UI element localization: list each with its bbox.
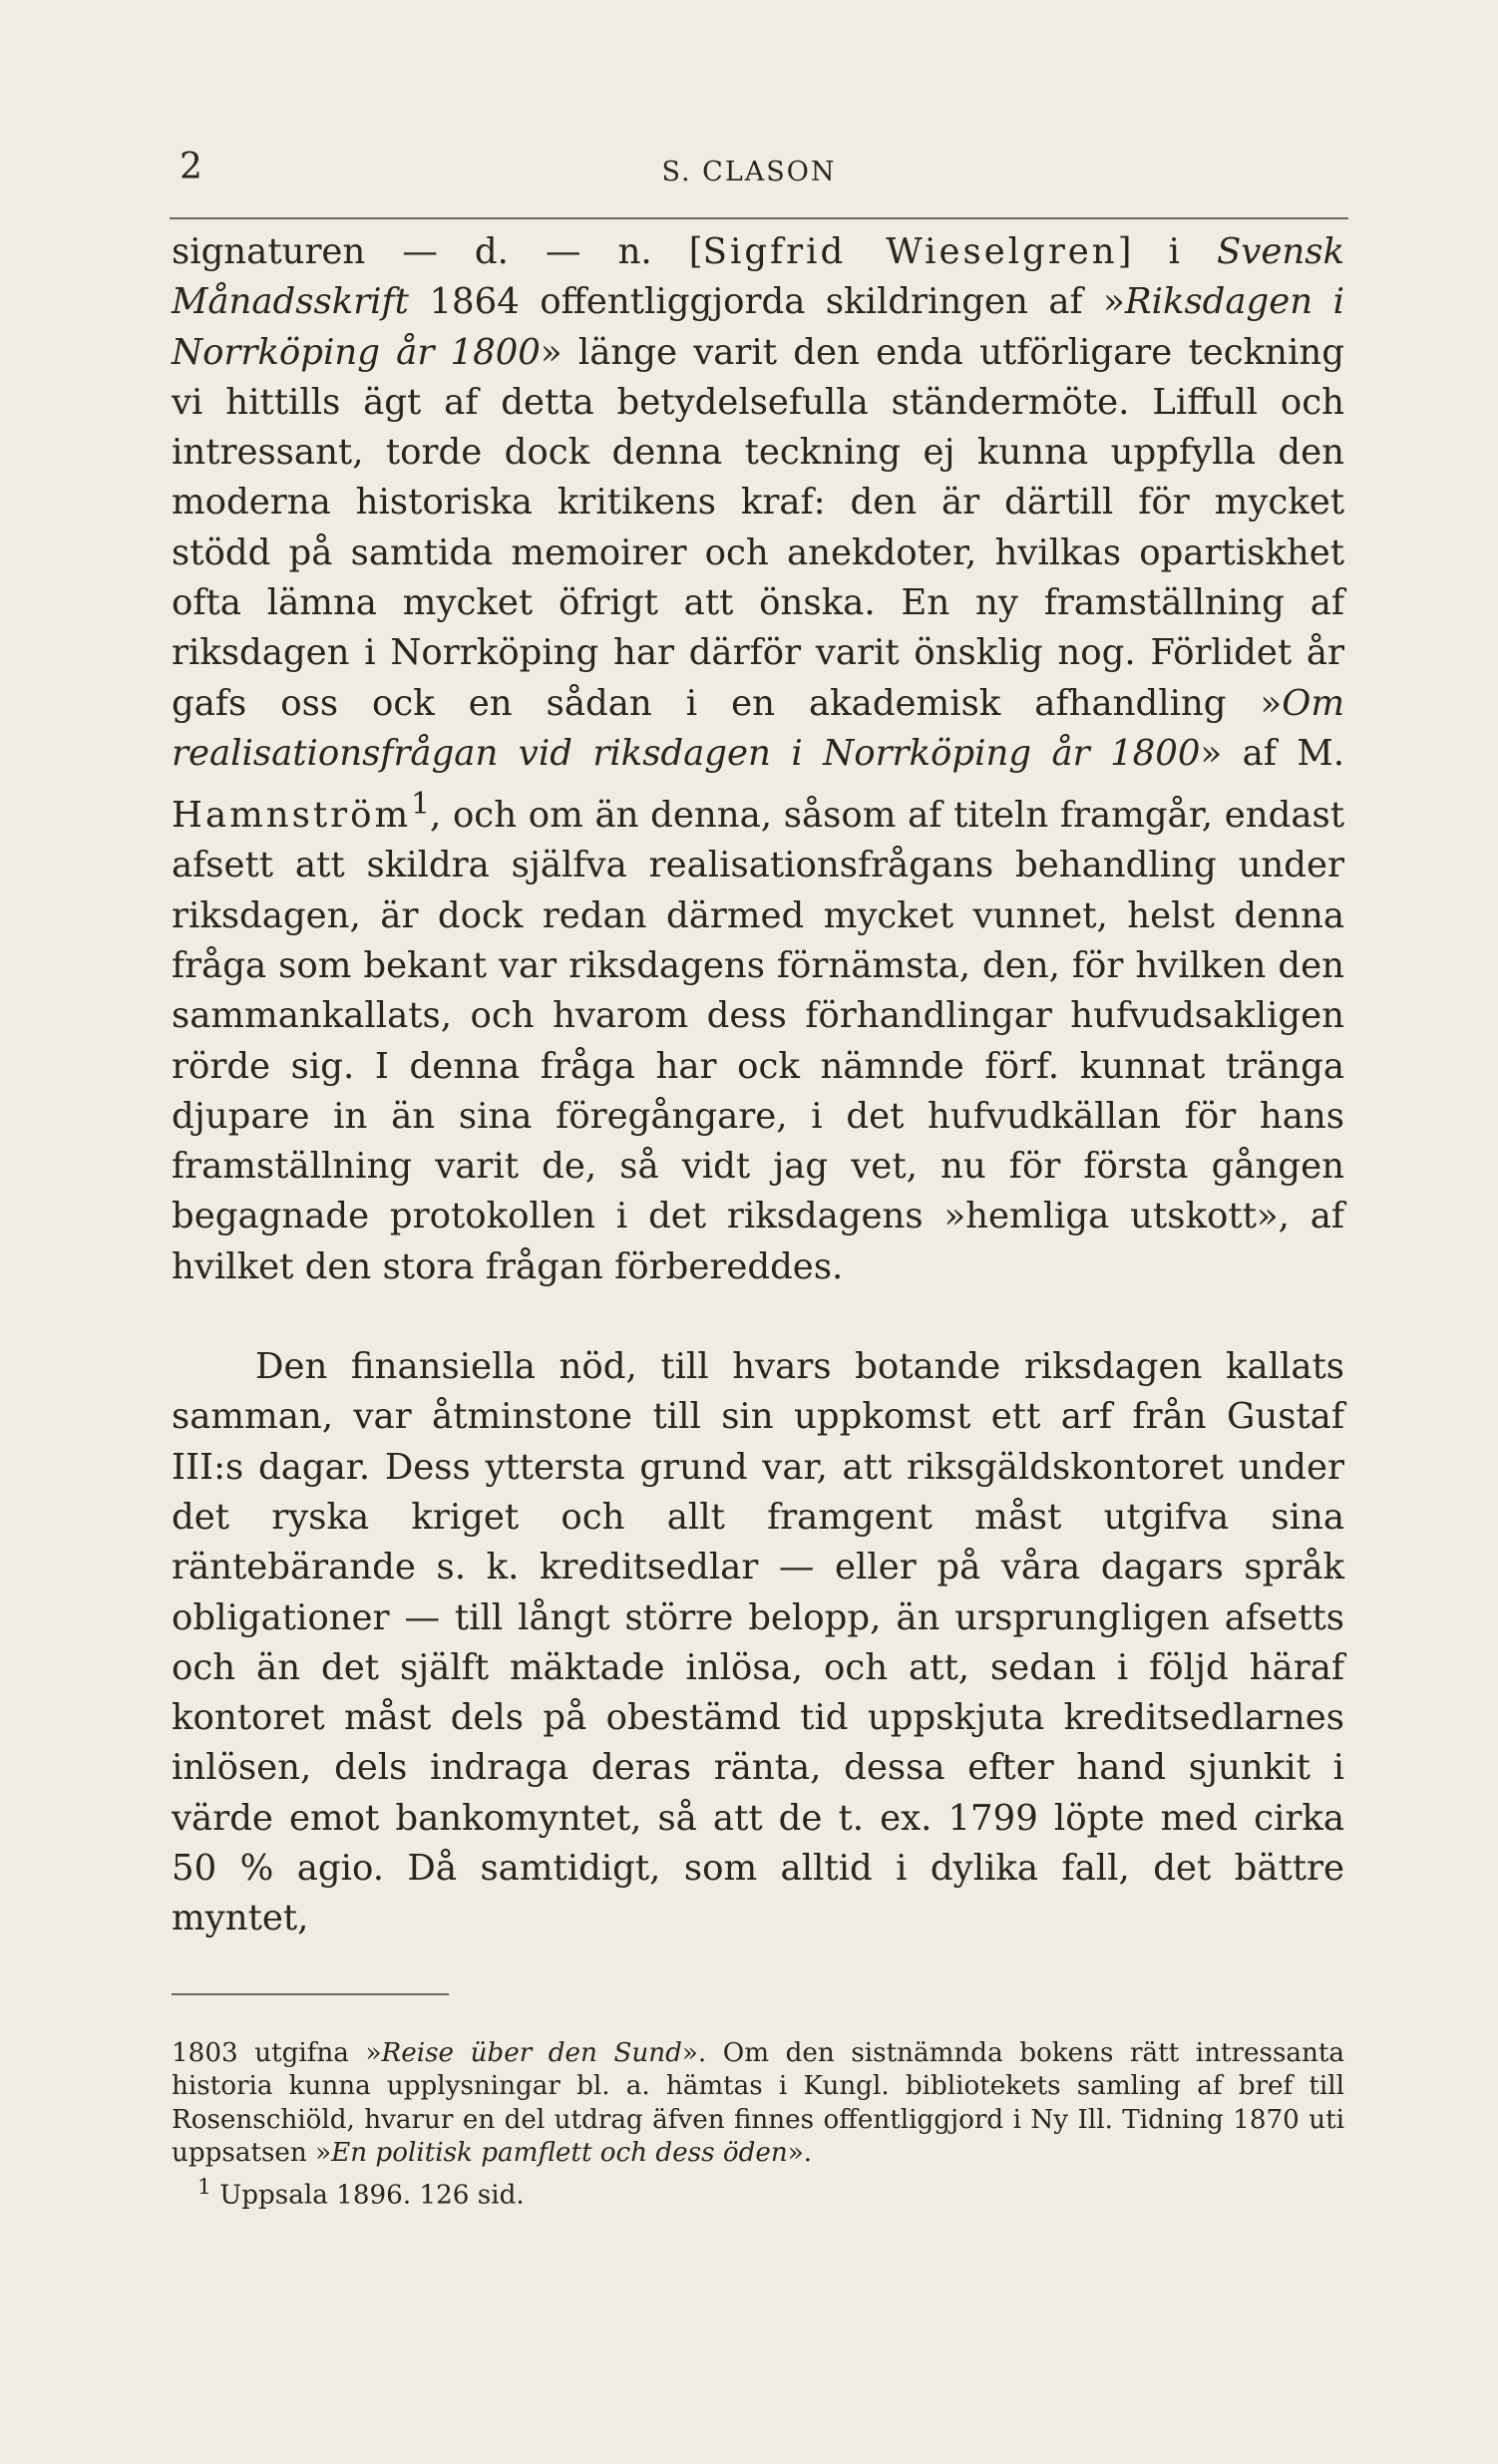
paragraph-1 bbox=[172, 227, 1344, 1292]
footnote-text: Uppsala 1896. 126 sid. bbox=[210, 2180, 525, 2211]
header-rule bbox=[170, 217, 1348, 219]
text-run: ». Om den sistnämnda bokens rätt intressanta historia kunna upplysningar bl. a. hämtas i Kungl. bibliotekets samling af bref till Rosenschiöld, hvarur en del utdrag äfven finnes offentliggjord i Ny Ill. Tidning 1870 uti uppsatsen » bbox=[172, 2038, 1345, 2169]
body-text bbox=[172, 227, 1344, 1944]
running-head: S. CLASON bbox=[661, 157, 837, 187]
footnote-marker: 1 bbox=[197, 2174, 211, 2200]
page-number: 2 bbox=[180, 147, 202, 187]
footnote-rule bbox=[172, 1993, 449, 1995]
footnote-reference: 1 bbox=[411, 787, 430, 822]
text-run: 1803 utgifna » bbox=[172, 2038, 382, 2068]
dissertation-title: Om realisationsfrågan vid riksdagen i Norrköping år 1800 bbox=[172, 682, 1344, 774]
paragraph-2: Den finansiella nöd, till hvars botande riksdagen kallats samman, var åtminstone till sin uppkomst ett arf från Gustaf III:s dagar. Dess yttersta grund var, att riksgäldskontoret under det ryska kriget och allt framgent måst utgifva sina räntebärande s. k. kreditsedlar — eller på våra dagars språk obligationer — till långt större belopp, än ursprungligen afsetts och än det själft mäktade inlösa, och att, sedan i följd häraf kontoret måst dels på obestämd tid uppskjuta kreditsedlarnes inlösen, dels indraga deras ränta, dessa efter hand sjunkit i värde emot bankomyntet, så att de t. ex. 1799 löpte med cirka 50 % agio. Då samtidigt, som alltid i dylika fall, det bättre myntet, bbox=[172, 1346, 1344, 1939]
work-title: Riksdagen i Norrköping år 1800 bbox=[172, 281, 1345, 373]
text-run: ] i bbox=[1117, 231, 1218, 272]
text-run: » af M. bbox=[1200, 732, 1344, 774]
text-run: 1864 offentliggjorda skildringen af » bbox=[408, 281, 1125, 323]
footnote-continuation bbox=[172, 2037, 1344, 2171]
text-run: » länge varit den enda utförligare teckning vi hittills ägt af detta betydelsefulla ständermöte. Liffull och intressant, torde dock denna teckning ej kunna uppfylla den moderna historiska kritikens kraf: den är därtill för mycket stödd på samtida memoirer och anekdoter, hvilkas opartiskhet ofta lämna mycket öfrigt att önska. En ny framställning af riksdagen i Norrköping har därför varit önsklig nog. Förlidet år gafs oss ock en sådan i en akademisk afhandling » bbox=[172, 331, 1344, 724]
footnote-1 bbox=[172, 2171, 1344, 2213]
text-run: , och om än denna, såsom af titeln framgår, endast afsett att skildra själfva realisationsfrågans behandling under riksdagen, är dock redan därmed mycket vunnet, helst denna fråga som bekant var riksdagens förnämsta, den, för hvilken den sammankallats, och hvarom dess förhandlingar hufvudsakligen rörde sig. I denna fråga har ock nämnde förf. kunnat tränga djupare in än sina föregångare, i det hufvudkällan för hans framställning varit de, så vidt jag vet, nu för första gången begagnade protokollen i det riksdagens »hemliga utskott», af hvilket den stora frågan förbereddes. bbox=[172, 795, 1344, 1287]
author-name-spaced: Sigfrid Wieselgren bbox=[702, 231, 1118, 272]
journal-title: Svensk Månadsskrift bbox=[172, 231, 1344, 323]
author-name-spaced: Hamnström bbox=[172, 795, 412, 837]
footnotes bbox=[172, 2037, 1344, 2213]
text-run: ». bbox=[787, 2138, 813, 2169]
book-title: Reise über den Sund bbox=[381, 2038, 682, 2068]
text-run: signaturen — d. — n. [ bbox=[172, 231, 703, 272]
essay-title: En politisk pamflett och dess öden bbox=[331, 2138, 788, 2169]
